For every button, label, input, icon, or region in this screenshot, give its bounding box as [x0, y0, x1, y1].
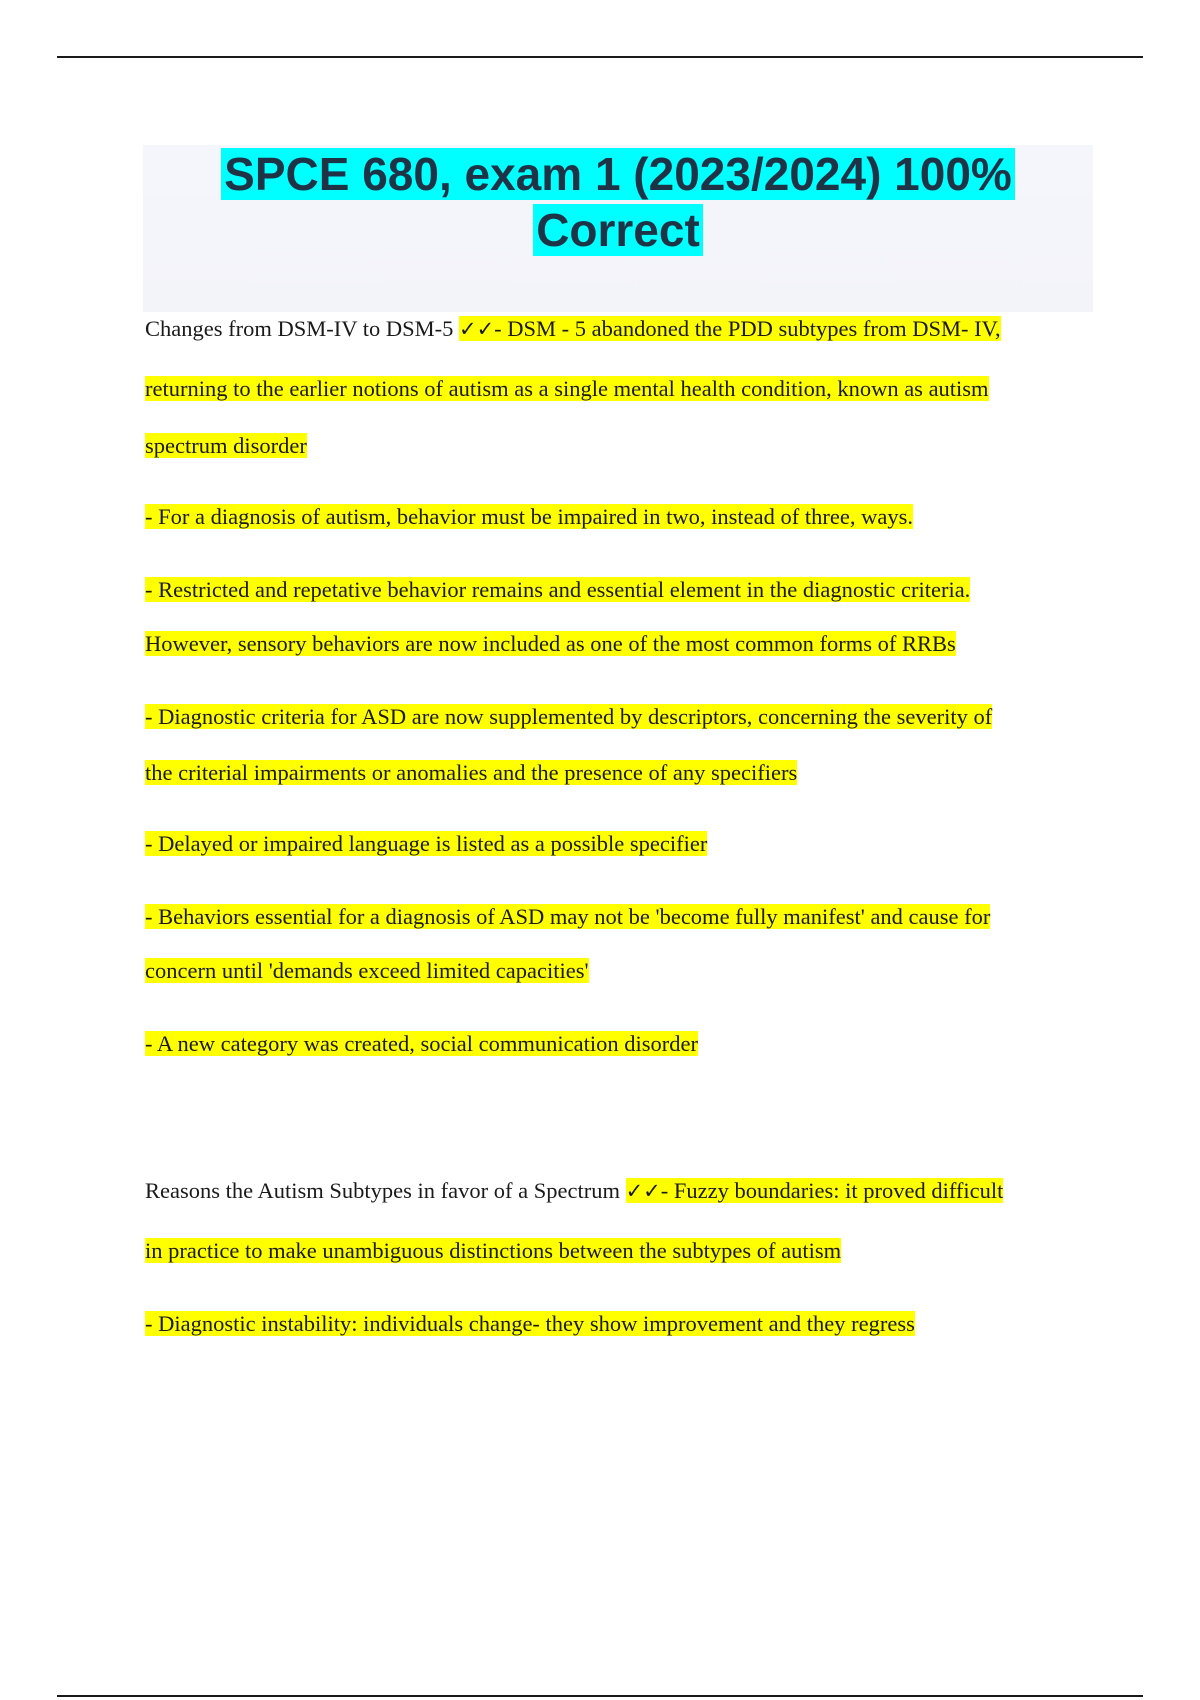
- document-title-line-1: SPCE 680, exam 1 (2023/2024) 100%: [221, 148, 1015, 200]
- title-box: [143, 145, 1093, 312]
- answer-1-line: - For a diagnosis of autism, behavior must be impaired in two, instead of three, ways.: [145, 504, 913, 529]
- answer-1-line: returning to the earlier notions of autism as a single mental health condition, known as autism: [145, 376, 989, 401]
- question-2-line: [145, 1180, 1003, 1203]
- answer-1-line: the criterial impairments or anomalies and the presence of any specifiers: [145, 760, 798, 785]
- answer-1-line: concern until 'demands exceed limited capacities': [145, 958, 589, 983]
- answer-1-first: - DSM - 5 abandoned the PDD subtypes from DSM- IV,: [494, 316, 1001, 341]
- question-1-line: [145, 318, 1001, 341]
- bottom-rule: [57, 1695, 1143, 1697]
- answer-1-line: However, sensory behaviors are now included as one of the most common forms of RRBs: [145, 631, 956, 656]
- question-2-text: Reasons the Autism Subtypes in favor of a Spectrum: [145, 1178, 620, 1203]
- answer-1-line: - A new category was created, social communication disorder: [145, 1031, 698, 1056]
- answer-1-line: - Delayed or impaired language is listed as a possible specifier: [145, 831, 708, 856]
- answer-1-line: spectrum disorder: [145, 433, 307, 458]
- answer-2-first: - Fuzzy boundaries: it proved difficult: [660, 1178, 1004, 1203]
- answer-1-line: - Diagnostic criteria for ASD are now supplemented by descriptors, concerning the severity of: [145, 704, 993, 729]
- answer-2-line: - Diagnostic instability: individuals change- they show improvement and they regress: [145, 1311, 915, 1336]
- answer-2-line: in practice to make unambiguous distinctions between the subtypes of autism: [145, 1238, 842, 1263]
- check-icon: ✓✓: [458, 317, 495, 341]
- document-title-line-2: Correct: [533, 204, 703, 256]
- question-1-text: Changes from DSM-IV to DSM-5: [145, 316, 454, 341]
- answer-1-line: - Behaviors essential for a diagnosis of ASD may not be 'become fully manifest' and cause for: [145, 904, 991, 929]
- top-rule: [57, 56, 1143, 58]
- answer-1-line: - Restricted and repetative behavior remains and essential element in the diagnostic criteria.: [145, 577, 971, 602]
- check-icon: ✓✓: [625, 1179, 661, 1203]
